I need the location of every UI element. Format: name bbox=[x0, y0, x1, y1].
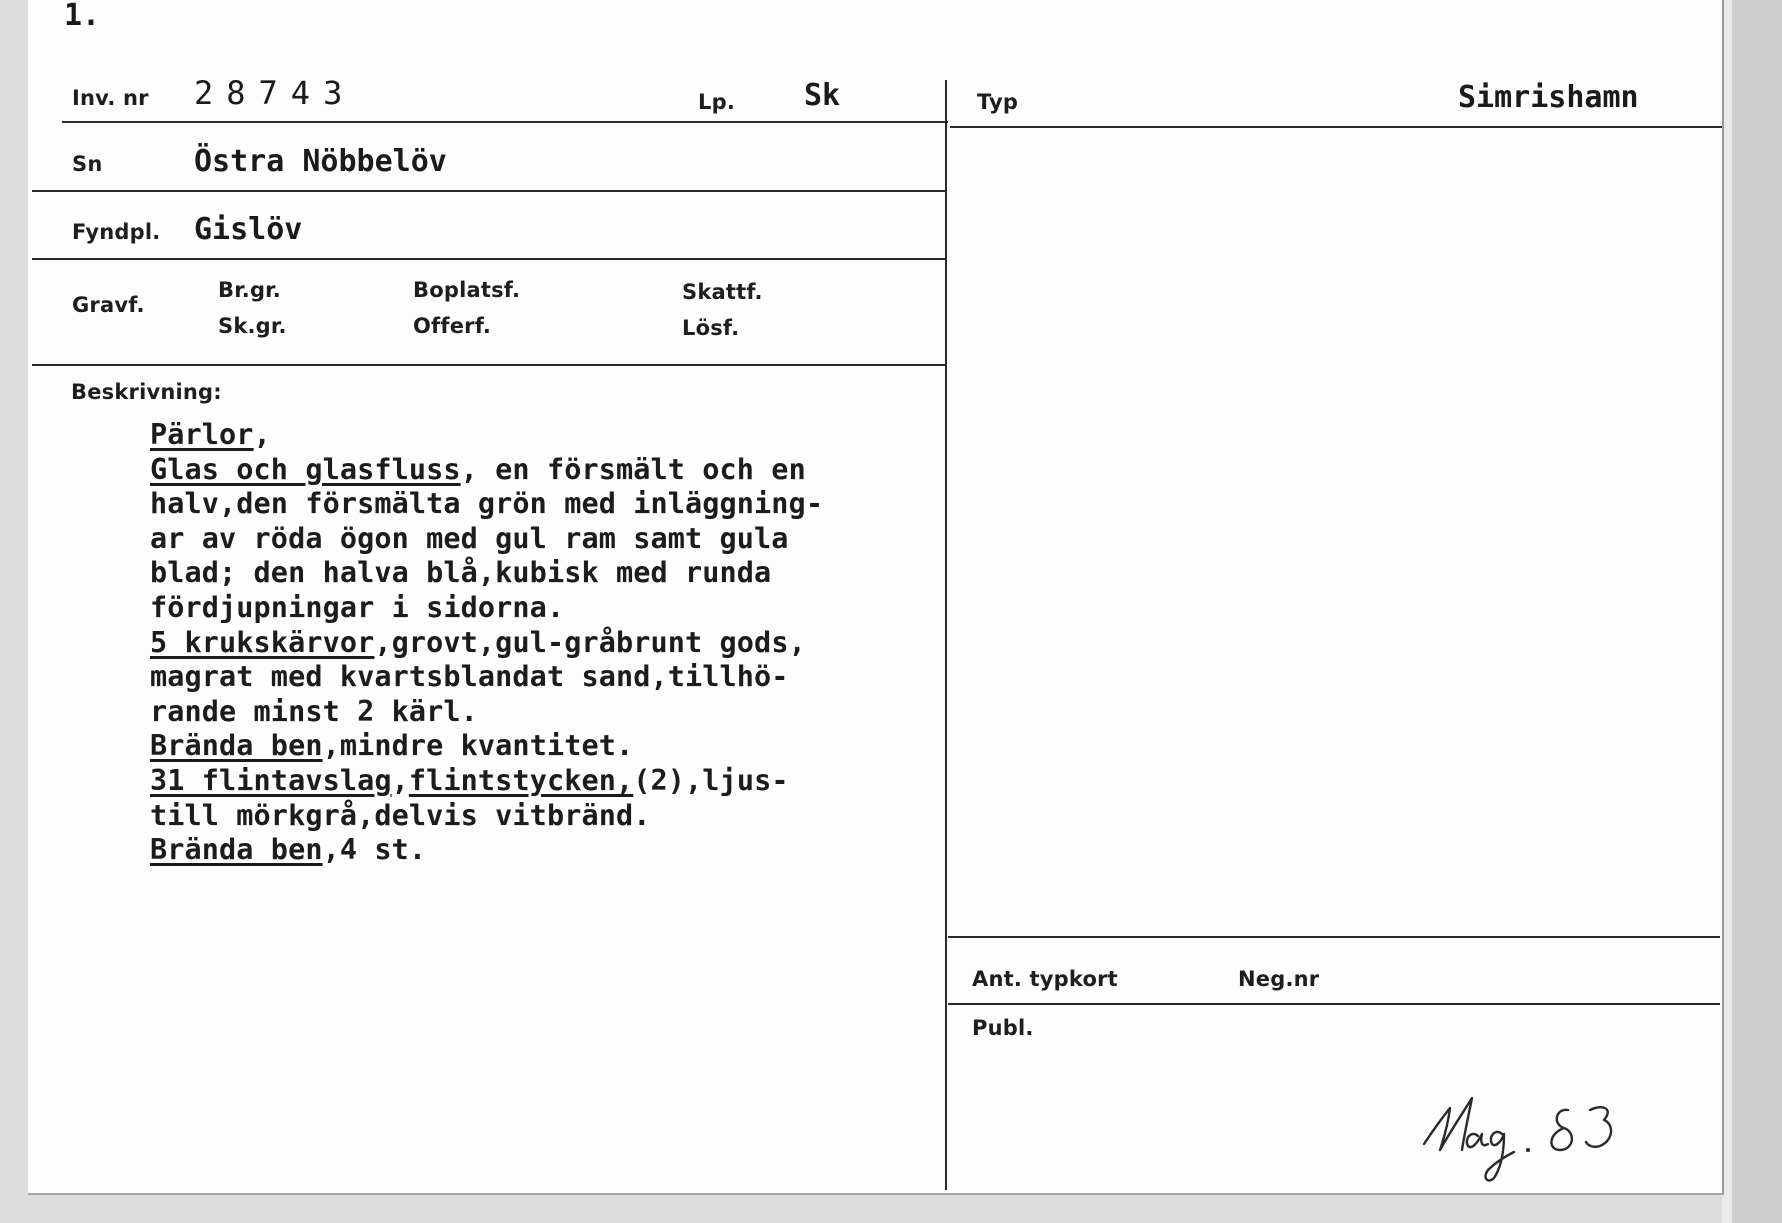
fyndpl-value: Gislöv bbox=[194, 212, 303, 247]
description-fragment: , bbox=[391, 763, 409, 797]
underlined-term: 5 krukskärvor bbox=[150, 625, 375, 659]
underlined-term: Glas och glasfluss bbox=[150, 452, 461, 486]
rule-fyndpl bbox=[32, 258, 946, 260]
underlined-term: Brända ben bbox=[150, 729, 323, 763]
description-fragment: ,mindre kvantitet. bbox=[322, 729, 634, 763]
inv-nr-label: Inv. nr bbox=[72, 86, 149, 110]
card-number: 1. bbox=[64, 0, 101, 33]
description-fragment: (2),ljus- bbox=[633, 763, 789, 797]
rule-footer-top bbox=[948, 936, 1720, 938]
fyndpl-label: Fyndpl. bbox=[72, 220, 161, 244]
underlined-term: flintstycken, bbox=[408, 763, 634, 797]
skattf-label: Skattf. bbox=[682, 280, 763, 304]
description-fragment: ,4 st. bbox=[322, 833, 427, 867]
publ-label: Publ. bbox=[972, 1016, 1034, 1040]
description-fragment: fördjupningar i sidorna. bbox=[150, 590, 565, 624]
rule-header bbox=[62, 121, 948, 123]
description-fragment: , en försmält och en bbox=[460, 452, 806, 486]
sn-value: Östra Nöbbelöv bbox=[194, 144, 447, 179]
rule-gravf bbox=[32, 364, 946, 366]
gravf-label: Gravf. bbox=[72, 293, 145, 317]
lp-label: Lp. bbox=[698, 90, 735, 114]
description-line bbox=[150, 799, 823, 834]
inv-nr-value: 28743 bbox=[194, 74, 356, 112]
scan-background-edge bbox=[1728, 0, 1782, 1223]
description-fragment: ,grovt,gul-gråbrunt gods, bbox=[374, 625, 806, 659]
rule-header-right bbox=[950, 126, 1722, 128]
description-line bbox=[150, 556, 823, 591]
underlined-term: Brända ben bbox=[150, 833, 323, 867]
description-text bbox=[150, 418, 823, 868]
brgr-label: Br.gr. bbox=[218, 278, 281, 302]
lp-value: Sk bbox=[804, 78, 841, 113]
rule-sn bbox=[32, 190, 946, 192]
sn-label: Sn bbox=[72, 152, 103, 176]
description-fragment: rande minst 2 kärl. bbox=[150, 694, 478, 728]
description-fragment: blad; den halva blå,kubisk med runda bbox=[150, 556, 772, 590]
boplatsf-label: Boplatsf. bbox=[413, 278, 521, 302]
description-line bbox=[150, 833, 823, 868]
description-fragment: magrat med kvartsblandat sand,tillhö- bbox=[150, 660, 789, 694]
description-line bbox=[150, 626, 823, 661]
description-line bbox=[150, 660, 823, 695]
description-line bbox=[150, 729, 823, 764]
description-line bbox=[150, 695, 823, 730]
description-line bbox=[150, 453, 823, 488]
description-line bbox=[150, 487, 823, 522]
handwritten-signature bbox=[1418, 1080, 1638, 1190]
center-divider bbox=[945, 80, 947, 1190]
offerf-label: Offerf. bbox=[413, 314, 492, 338]
ant-typkort-label: Ant. typkort bbox=[972, 967, 1118, 991]
description-line bbox=[150, 591, 823, 626]
underlined-term: 31 flintavslag bbox=[150, 763, 392, 797]
typ-label: Typ bbox=[977, 90, 1019, 114]
description-line bbox=[150, 522, 823, 557]
rule-footer-mid bbox=[948, 1003, 1720, 1005]
description-fragment: ar av röda ögon med gul ram samt gula bbox=[150, 521, 789, 555]
description-fragment: till mörkgrå,delvis vitbränd. bbox=[150, 798, 651, 832]
beskrivning-label: Beskrivning: bbox=[71, 380, 222, 404]
description-fragment: halv,den försmälta grön med inläggning- bbox=[150, 487, 824, 521]
description-line bbox=[150, 764, 823, 799]
location-value: Simrishamn bbox=[1458, 80, 1639, 115]
losf-label: Lösf. bbox=[682, 316, 740, 340]
underlined-term: Pärlor bbox=[150, 418, 254, 451]
description-fragment: , bbox=[253, 418, 271, 451]
skgr-label: Sk.gr. bbox=[218, 314, 287, 338]
description-line bbox=[150, 418, 823, 453]
neg-nr-label: Neg.nr bbox=[1238, 967, 1320, 991]
